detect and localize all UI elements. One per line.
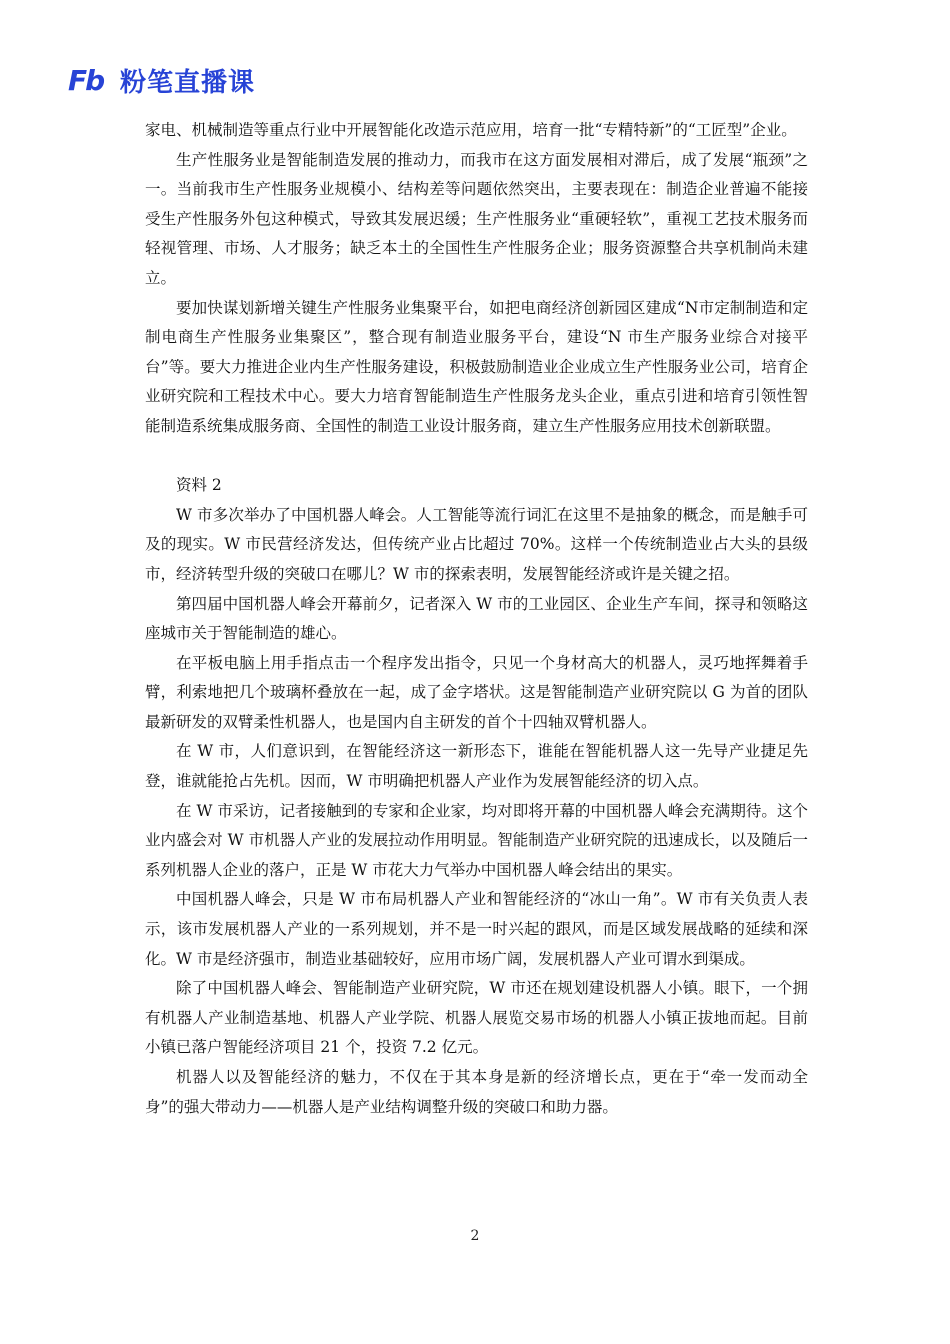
paragraph: 除了中国机器人峰会、智能制造产业研究院，W 市还在规划建设机器人小镇。眼下，一个拥有机器人产业制造基地、机器人产业学院、机器人展览交易市场的机器人小镇正拔地而起。目前小镇已落户智能经济项目 21 个，投资 7.2 亿元。 xyxy=(145,979,808,1057)
section-heading: 资料 2 xyxy=(176,476,222,495)
paragraph: 在平板电脑上用手指点击一个程序发出指令，只见一个身材高大的机器人，灵巧地挥舞着手臂，利索地把几个玻璃杯叠放在一起，成了金字塔状。这是智能制造产业研究院以 G 为首的团队最新研发的双臂柔性机器人，也是国内自主研发的首个十四轴双臂机器人。 xyxy=(145,653,808,731)
paragraph: 中国机器人峰会，只是 W 市布局机器人产业和智能经济的“冰山一角”。W 市有关负责人表示，该市发展机器人产业的一系列规划，并不是一时兴起的跟风，而是区域发展战略的延续和深化。W 市是经济强市，制造业基础较好，应用市场广阔，发展机器人产业可谓水到渠成。 xyxy=(145,890,808,968)
paragraph: 第四届中国机器人峰会开幕前夕，记者深入 W 市的工业园区、企业生产车间，探寻和领略这座城市关于智能制造的雄心。 xyxy=(145,594,808,643)
paragraph: W 市多次举办了中国机器人峰会。人工智能等流行词汇在这里不是抽象的概念，而是触手可及的现实。W 市民营经济发达，但传统产业占比超过 70%。这样一个传统制造业占大头的县级市，经济转型升级的突破口在哪儿？W 市的探索表明，发展智能经济或许是关键之招。 xyxy=(145,505,808,583)
paragraph: 在 W 市，人们意识到，在智能经济这一新形态下，谁能在智能机器人这一先导产业捷足先登，谁就能抢占先机。因而，W 市明确把机器人产业作为发展智能经济的切入点。 xyxy=(145,742,808,791)
fb-logo-icon: Fb xyxy=(68,63,104,97)
page-number: 2 xyxy=(470,1228,480,1244)
brand-name: 粉笔直播课 xyxy=(120,67,256,98)
paragraph: 在 W 市采访，记者接触到的专家和企业家，均对即将开幕的中国机器人峰会充满期待。这个业内盛会对 W 市机器人产业的发展拉动作用明显。智能制造产业研究院的迅速成长，以及随后一系列机器人企业的落户，正是 W 市花大力气举办中国机器人峰会结出的果实。 xyxy=(145,801,808,879)
paragraph: 机器人以及智能经济的魅力，不仅在于其本身是新的经济增长点，更在于“牵一发而动全身”的强大带动力——机器人是产业结构调整升级的突破口和助力器。 xyxy=(145,1068,808,1116)
paragraph: 要加快谋划新增关键生产性服务业集聚平台，如把电商经济创新园区建成“N市定制制造和定制电商生产性服务业集聚区”，整合现有制造业服务平台，建设“N 市生产服务业综合对接平台”等。要大力推进企业内生产性服务建设，积极鼓励制造业企业成立生产性服务业公司，培育企业研究院和工程技术中心。要大力培育智能制造生产性服务龙头企业，重点引进和培育引领性智能制造系统集成服务商、全国性的制造工业设计服务商，建立生产性服务应用技术创新联盟。 xyxy=(145,298,808,435)
paragraph-continuation: 家电、机械制造等重点行业中开展智能化改造示范应用，培育一批“专精特新”的“工匠型”企业。 xyxy=(145,121,797,139)
paragraph-spacer xyxy=(145,442,808,472)
paragraph: 生产性服务业是智能制造发展的推动力，而我市在这方面发展相对滞后，成了发展“瓶颈”之一。当前我市生产性服务业规模小、结构差等问题依然突出，主要表现在：制造企业普遍不能接受生产性服务外包这种模式，导致其发展迟缓；生产性服务业“重硬轻软”，重视工艺技术服务而轻视管理、市场、人才服务；缺乏本土的全国性生产性服务企业；服务资源整合共享机制尚未建立。 xyxy=(145,150,808,287)
document-body xyxy=(145,116,808,1122)
brand-logo xyxy=(68,60,255,100)
